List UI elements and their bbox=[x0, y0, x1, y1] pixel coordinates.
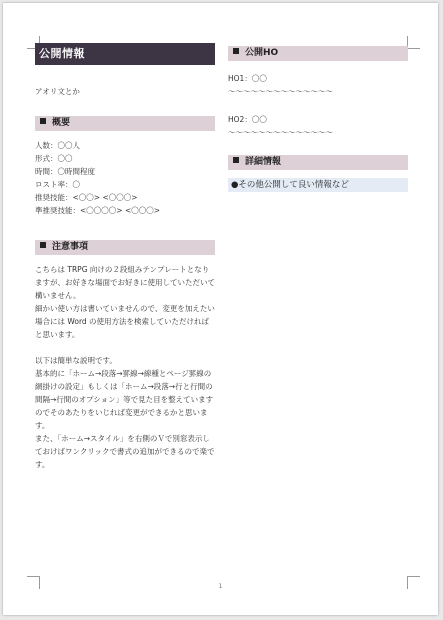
overview-line-time[interactable]: 時間：〇時間程度 bbox=[35, 167, 95, 176]
notes-paragraph[interactable]: こちらは TRPG 向けの２段組みテンプレートとなりますが、お好きな場面でお好きに使用していただいて構いません。 bbox=[35, 265, 215, 300]
ho2-wave-line[interactable]: 〜〜〜〜〜〜〜〜〜〜〜〜〜〜 bbox=[228, 128, 333, 137]
overview-line-recommended-skills[interactable]: 推奨技能：<〇〇> <〇〇〇> bbox=[35, 193, 138, 202]
ho1-wave-line[interactable]: 〜〜〜〜〜〜〜〜〜〜〜〜〜〜 bbox=[228, 87, 333, 96]
notes-paragraph[interactable]: 細かい使い方は書いていませんので、変更を加えたい場合には Word の使用方法を検索していただければと思います。 bbox=[35, 304, 215, 339]
section-heading-label: 詳細情報 bbox=[245, 157, 282, 167]
overview-line-semi-recommended-skills[interactable]: 準推奨技能：<〇〇〇〇> <〇〇〇> bbox=[35, 206, 161, 215]
ho1-label[interactable]: HO1：〇〇 bbox=[228, 74, 267, 83]
left-column bbox=[35, 43, 215, 471]
notes-paragraph[interactable]: 以下は簡単な説明です。 bbox=[35, 356, 117, 365]
section-heading-label: 公開HO bbox=[245, 48, 279, 58]
crop-mark-top-right bbox=[407, 36, 420, 49]
section-heading-notes[interactable] bbox=[35, 240, 215, 255]
notes-paragraph[interactable]: 基本的に「ホーム→段落→罫線→線種とページ罫線の網掛けの設定」もしくは「ホーム→段落→行と行間の間隔→行間のオプション」等で見た目を整えていますのでそのあたりをいじれば変更ができるかと思います。 bbox=[35, 369, 214, 430]
black-square-icon bbox=[233, 48, 239, 54]
overview-line-players[interactable]: 人数：〇〇人 bbox=[35, 141, 80, 150]
ho2-label[interactable]: HO2：〇〇 bbox=[228, 115, 267, 124]
page-title[interactable]: 公開情報 bbox=[35, 43, 215, 65]
section-heading-label: 概要 bbox=[52, 118, 71, 128]
notes-body bbox=[35, 263, 215, 471]
section-heading-label: 注意事項 bbox=[52, 242, 89, 252]
overview-line-lost-rate[interactable]: ロスト率：〇 bbox=[35, 180, 80, 189]
black-square-icon bbox=[233, 157, 239, 163]
details-highlight-item[interactable]: ●その他公開して良い情報など bbox=[228, 178, 408, 192]
section-heading-details[interactable] bbox=[228, 155, 408, 170]
right-column bbox=[228, 43, 408, 192]
notes-paragraph[interactable]: また、「ホーム→スタイル」を右側のＶで別窓表示しておけばワンクリックで書式の追加ができるので楽です。 bbox=[35, 434, 215, 469]
document-page bbox=[3, 3, 438, 615]
overview-list bbox=[35, 139, 215, 217]
section-heading-overview[interactable] bbox=[35, 116, 215, 131]
black-square-icon bbox=[40, 242, 46, 248]
section-heading-public-ho[interactable] bbox=[228, 46, 408, 61]
overview-line-format[interactable]: 形式：〇〇 bbox=[35, 154, 73, 163]
black-square-icon bbox=[40, 118, 46, 124]
tagline-text[interactable]: アオリ文とか bbox=[35, 87, 80, 96]
page-number: 1 bbox=[218, 583, 223, 590]
